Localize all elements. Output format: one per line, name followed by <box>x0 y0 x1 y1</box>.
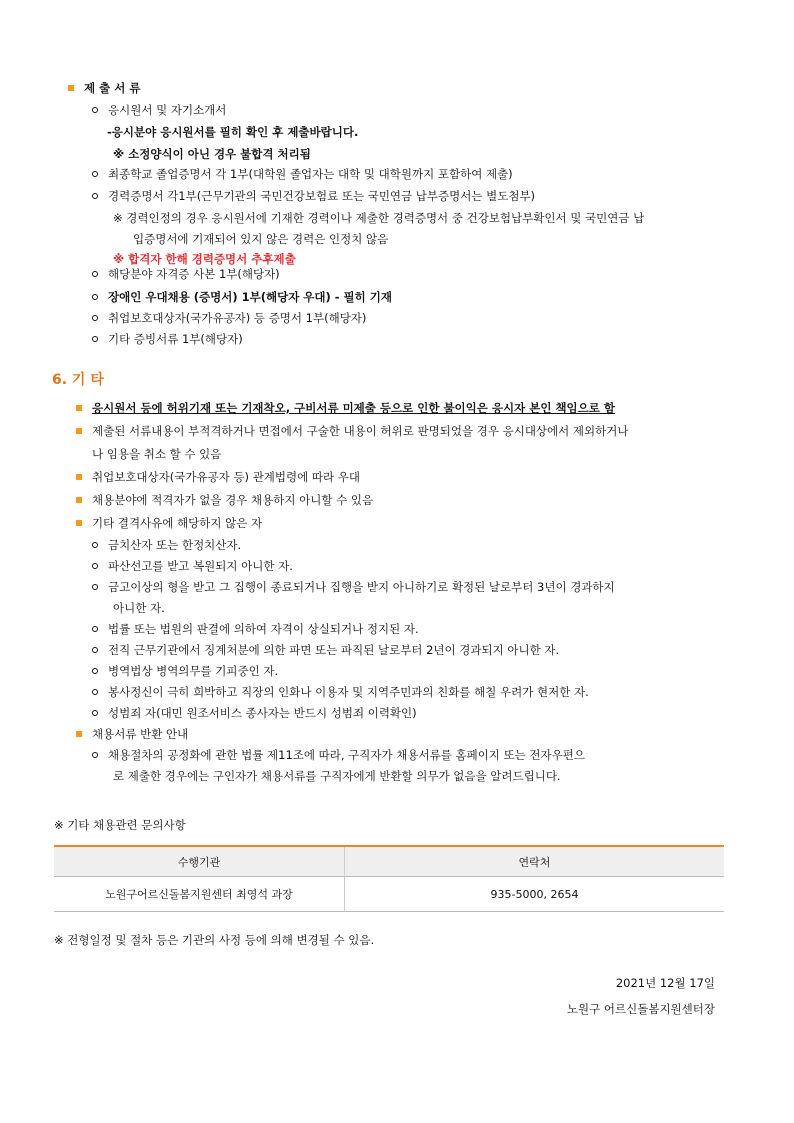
table-header-row <box>54 846 724 877</box>
misc-item: 취업보호대상자(국가유공자 등) 관계법령에 따라 우대 <box>76 469 360 485</box>
disqual-item: 법률 또는 법원의 판결에 의하여 자격이 상실되거나 정지된 자. <box>92 621 419 637</box>
circle-bullet-icon <box>92 626 98 632</box>
doc-note: -응시분야 응시원서를 필히 확인 후 제출바랍니다. <box>107 125 359 139</box>
disqual-item-cont: 아니한 자. <box>113 601 165 615</box>
circle-bullet-icon <box>92 563 98 569</box>
misc-item: 응시원서 등에 허위기재 또는 기재착오, 구비서류 미제출 등으로 인한 불이익은 응시자 본인 책임으로 함 <box>76 400 615 416</box>
table-cell: 935-5000, 2654 <box>345 877 725 912</box>
circle-bullet-icon <box>92 171 98 177</box>
return-item-cont: 로 제출한 경우에는 구인자가 채용서류를 구직자에게 반환할 의무가 없음을 알려드립니다. <box>113 769 561 783</box>
doc-note: ※ 경력인정의 경우 응시원서에 기재한 경력이나 제출한 경력증명서 중 건강보험납부확인서 및 국민연금 납 <box>113 211 645 225</box>
square-bullet-icon <box>76 497 82 503</box>
circle-bullet-icon <box>92 193 98 199</box>
circle-bullet-icon <box>92 710 98 716</box>
circle-bullet-icon <box>92 689 98 695</box>
section-title: 6. 기 타 <box>52 372 104 388</box>
circle-bullet-icon <box>92 584 98 590</box>
square-bullet-icon <box>76 428 82 434</box>
square-bullet-icon <box>76 731 82 737</box>
doc-item: 기타 증빙서류 1부(해당자) <box>92 331 243 347</box>
square-bullet-icon <box>76 520 82 526</box>
table-header: 연락처 <box>345 846 725 877</box>
circle-bullet-icon <box>92 542 98 548</box>
misc-item: 채용분야에 적격자가 없을 경우 채용하지 아니할 수 있음 <box>76 492 373 508</box>
square-bullet-icon <box>76 405 82 411</box>
circle-bullet-icon <box>92 752 98 758</box>
doc-emphasis: ※ 합격자 한해 경력증명서 추후제출 <box>113 252 296 266</box>
doc-item: 응시원서 및 자기소개서 <box>92 102 226 118</box>
doc-warning: ※ 소정양식이 아닌 경우 불합격 처리됨 <box>113 147 311 161</box>
misc-item: 제출된 서류내용이 부적격하거나 면접에서 구술한 내용이 허위로 판명되었을 경우 응시대상에서 제외하거나 <box>76 423 628 439</box>
circle-bullet-icon <box>92 336 98 342</box>
circle-bullet-icon <box>92 294 98 300</box>
docs-heading-row <box>68 80 140 96</box>
misc-item-cont: 나 임용을 취소 할 수 있음 <box>92 447 222 461</box>
disqual-item: 전직 근무기관에서 징계처분에 의한 파면 또는 파직된 날로부터 2년이 경과되지 아니한 자. <box>92 642 559 658</box>
document-date: 2021년 12월 17일 <box>615 976 715 990</box>
square-bullet-icon <box>76 474 82 480</box>
table-row <box>54 877 724 912</box>
table-header: 수행기관 <box>54 846 345 877</box>
disqual-item: 봉사정신이 극히 희박하고 직장의 인화나 이용자 및 지역주민과의 친화를 해칠 우려가 현저한 자. <box>92 684 589 700</box>
disqual-item: 금치산자 또는 한정치산자. <box>92 537 241 553</box>
schedule-notice: ※ 전형일정 및 절차 등은 기관의 사정 등에 의해 변경될 수 있음. <box>54 933 375 947</box>
docs-heading: 제 출 서 류 <box>84 81 141 95</box>
disqual-item: 파산선고를 받고 복원되지 아니한 자. <box>92 558 293 574</box>
doc-note: 입증명서에 기재되어 있지 않은 경력은 인정치 않음 <box>133 232 389 246</box>
circle-bullet-icon <box>92 107 98 113</box>
doc-item: 해당분야 자격증 사본 1부(해당자) <box>92 266 280 282</box>
circle-bullet-icon <box>92 271 98 277</box>
doc-item: 최종학교 졸업증명서 각 1부(대학원 졸업자는 대학 및 대학원까지 포함하여 제출) <box>92 166 513 182</box>
doc-item: 경력증명서 각1부(근무기관의 국민건강보험료 또는 국민연금 납부증명서는 별도첨부) <box>92 188 535 204</box>
disqual-item: 금고이상의 형을 받고 그 집행이 종료되거나 집행을 받지 아니하기로 확정된 날로부터 3년이 경과하지 <box>92 579 615 595</box>
disqual-item: 성범죄 자(대민 원조서비스 종사자는 반드시 성범죄 이력확인) <box>92 705 417 721</box>
misc-item: 채용서류 반환 안내 <box>76 726 188 742</box>
circle-bullet-icon <box>92 668 98 674</box>
circle-bullet-icon <box>92 315 98 321</box>
doc-item: 장애인 우대채용 (증명서) 1부(해당자 우대) - 필히 기재 <box>92 289 392 305</box>
table-cell: 노원구어르신돌봄지원센터 최영석 과장 <box>54 877 345 912</box>
inquiry-table <box>54 845 724 912</box>
circle-bullet-icon <box>92 647 98 653</box>
inquiry-label: ※ 기타 채용관련 문의사항 <box>54 818 186 832</box>
disqual-item: 병역법상 병역의무를 기피중인 자. <box>92 663 278 679</box>
doc-item: 취업보호대상자(국가유공자) 등 증명서 1부(해당자) <box>92 310 366 326</box>
misc-item: 기타 결격사유에 해당하지 않은 자 <box>76 515 262 531</box>
signature: 노원구 어르신돌봄지원센터장 <box>566 1002 715 1016</box>
return-item: 채용절차의 공정화에 관한 법률 제11조에 따라, 구직자가 채용서류를 홈페이지 또는 전자우편으 <box>92 747 585 763</box>
square-bullet-icon <box>68 85 74 91</box>
